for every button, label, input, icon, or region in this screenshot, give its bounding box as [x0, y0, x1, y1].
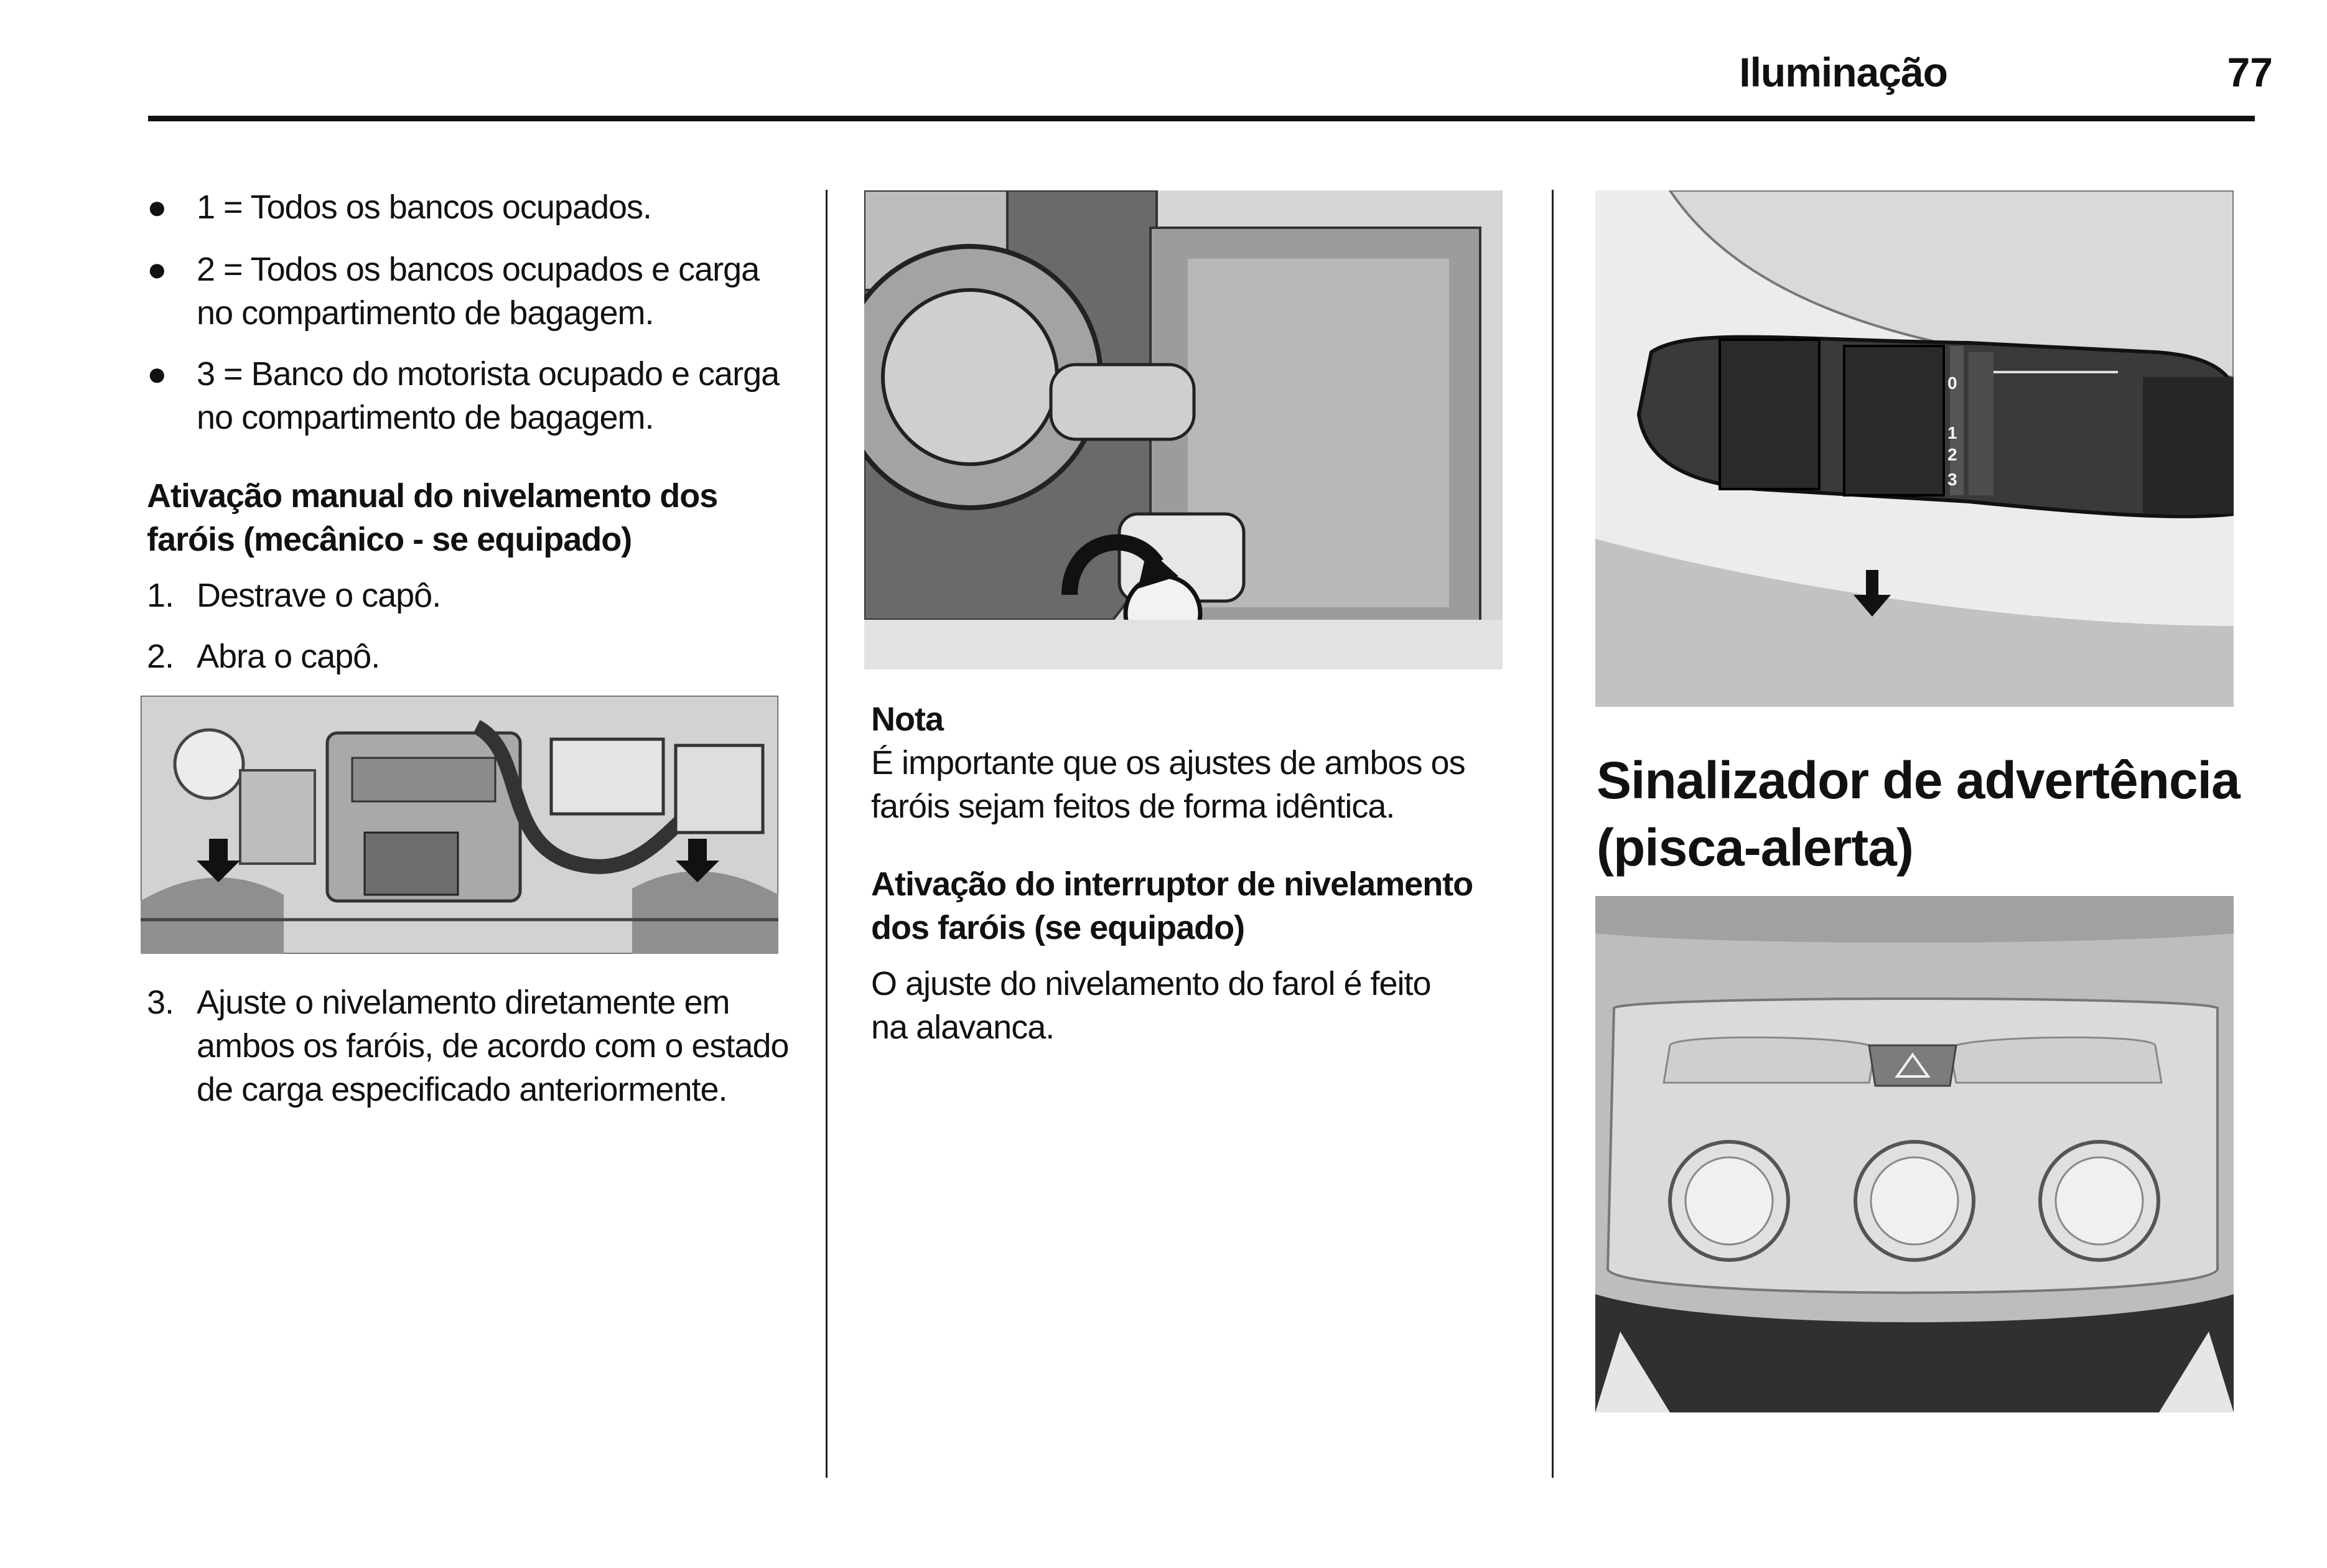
step-text: Destrave o capô.: [197, 577, 441, 614]
engine-bay-illustration: [141, 696, 778, 954]
list-item: [147, 185, 794, 229]
step-text: Abra o capô.: [197, 638, 380, 675]
hazard-switch-illustration: [1595, 896, 2234, 1412]
headlight-adjuster-illustration: [864, 190, 1503, 670]
lever-mark: 1: [1947, 423, 1957, 442]
header-rule: [148, 116, 2255, 121]
note-text: É importante que os ajustes de ambos os faróis sejam feitos de forma idêntica.: [871, 744, 1465, 825]
column-divider-1: [826, 190, 828, 1478]
page-number: 77: [2227, 49, 2273, 95]
step-number: 3.: [147, 984, 174, 1021]
section-heading: Sinalizador de advertência (pisca-alerta): [1597, 751, 2240, 877]
lever-mark: 0: [1947, 373, 1957, 393]
bullet-icon: ●: [147, 251, 167, 288]
light-lever-illustration: [1595, 190, 2234, 707]
step-item: [147, 981, 794, 1111]
list-item-text: 3 = Banco do motorista ocupado e carga no compartimento de bagagem.: [197, 355, 780, 436]
list-item-text: 2 = Todos os bancos ocupados e carga no compartimento de bagagem.: [197, 251, 760, 332]
column-divider-2: [1552, 190, 1554, 1478]
paragraph: O ajuste do nivelamento do farol é feito na alavanca.: [871, 965, 1431, 1046]
bullet-icon: ●: [147, 355, 167, 393]
list-item: [147, 248, 794, 335]
note-title: Nota: [871, 701, 943, 738]
step-item: [147, 635, 794, 678]
list-item-text: 1 = Todos os bancos ocupados.: [197, 189, 652, 226]
step-number: 1.: [147, 577, 174, 614]
lever-mark: 3: [1947, 470, 1957, 489]
step-item: [147, 574, 794, 617]
subsection-heading: Ativação manual do nivelamento dos faróis (mecânico - se equipado): [147, 477, 718, 558]
bullet-icon: ●: [147, 189, 167, 226]
subsection-heading: Ativação do interruptor de nivelamento dos faróis (se equipado): [871, 866, 1473, 946]
step-number: 2.: [147, 638, 174, 675]
section-title: Iluminação: [1739, 49, 1947, 95]
list-item: [147, 352, 794, 439]
lever-mark: 2: [1947, 445, 1957, 464]
step-text: Ajuste o nivelamento diretamente em ambos os faróis, de acordo com o estado de carga especificado anteriormente.: [197, 984, 789, 1108]
